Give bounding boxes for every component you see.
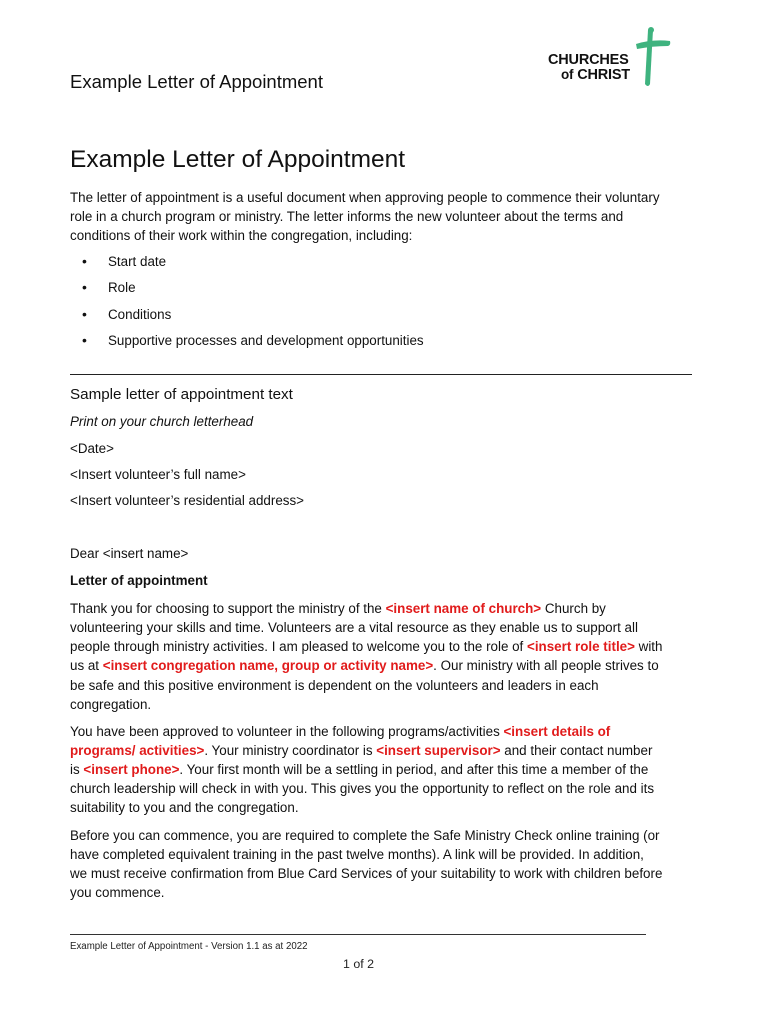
letter-paragraph-1-line xyxy=(70,656,700,675)
text-run: . Your first month will be a settling in period, and after this time a member of the xyxy=(179,762,649,777)
letter-paragraph-2-line xyxy=(70,760,700,779)
header-title: Example Letter of Appointment xyxy=(70,71,323,92)
letter-paragraph-2-line: church leadership will check in with you. This gives you the opportunity to reflect on the role and its xyxy=(70,781,655,796)
page-number: 1 of 2 xyxy=(343,957,375,971)
letter-subject: Letter of appointment xyxy=(70,573,208,588)
intro-line: role in a church program or ministry. The letter informs the new volunteer about the terms and xyxy=(70,209,624,224)
letter-paragraph-1-line: volunteering your skills and time. Volunteers are a vital resource as they enable us to support all xyxy=(70,620,638,635)
text-run: and their contact number xyxy=(500,743,653,758)
letter-paragraph-3-line: you commence. xyxy=(70,885,165,900)
bullet-text: Start date xyxy=(108,254,167,269)
letter-paragraph-2-line xyxy=(70,722,700,741)
text-run: . Your ministry coordinator is xyxy=(204,743,377,758)
text-run: Church by xyxy=(541,601,606,616)
footer-version-text: Example Letter of Appointment - Version 1.1 as at 2022 xyxy=(70,941,308,952)
address-placeholder: <Insert volunteer’s residential address> xyxy=(70,493,304,508)
text-run: us at xyxy=(70,658,103,673)
letter-paragraph-2-line: suitability to you and the congregation. xyxy=(70,800,299,815)
date-placeholder: <Date> xyxy=(70,441,114,456)
letter-paragraph-1-line xyxy=(70,637,700,656)
bullet-icon: • xyxy=(82,332,87,348)
placeholder-phone: <insert phone> xyxy=(83,762,180,777)
bullet-item xyxy=(82,306,171,322)
intro-line: The letter of appointment is a useful document when approving people to commence their voluntary xyxy=(70,190,660,205)
salutation: Dear <insert name> xyxy=(70,546,189,561)
text-run: is xyxy=(70,762,84,777)
bullet-text: Supportive processes and development opportunities xyxy=(108,333,424,348)
churches-of-christ-logo xyxy=(548,26,678,88)
bullet-item xyxy=(82,332,424,348)
placeholder-congregation-name: <insert congregation name, group or activity name> xyxy=(102,658,434,673)
bullet-icon: • xyxy=(82,253,87,269)
text-run: . Our ministry with all people strives to xyxy=(433,658,659,673)
letter-paragraph-1-line: be safe and this positive environment is dependent on the volunteers and leaders in each xyxy=(70,678,599,693)
logo-text-christ: CHRIST xyxy=(577,67,630,83)
logo-text-of-christ xyxy=(561,67,630,83)
sample-heading: Sample letter of appointment text xyxy=(70,386,293,403)
letter-paragraph-3-line: we must receive confirmation from Blue Card Services of your suitability to work with children before xyxy=(70,866,663,881)
logo-text-of: of xyxy=(561,67,574,82)
cross-figure-icon xyxy=(634,26,674,88)
footer-divider xyxy=(70,934,646,935)
section-divider xyxy=(70,374,692,375)
placeholder-role-title: <insert role title> xyxy=(527,639,635,654)
letter-paragraph-2-line xyxy=(70,741,700,760)
letter-paragraph-1-line: congregation. xyxy=(70,697,152,712)
logo-text-churches: CHURCHES xyxy=(548,52,629,68)
bullet-text: Role xyxy=(108,280,136,295)
text-run: with xyxy=(634,639,663,654)
sample-instruction: Print on your church letterhead xyxy=(70,414,254,429)
placeholder-program-details: programs/ activities> xyxy=(70,743,205,758)
intro-line: conditions of their work within the congregation, including: xyxy=(70,228,413,243)
placeholder-supervisor: <insert supervisor> xyxy=(376,743,501,758)
bullet-icon: • xyxy=(82,279,87,295)
letter-paragraph-1-line xyxy=(70,599,700,618)
bullet-icon: • xyxy=(82,306,87,322)
text-run: You have been approved to volunteer in the following programs/activities xyxy=(70,724,504,739)
name-placeholder: <Insert volunteer’s full name> xyxy=(70,467,246,482)
page-title: Example Letter of Appointment xyxy=(70,146,406,173)
bullet-item xyxy=(82,279,136,295)
text-run: people through ministry activities. I am pleased to welcome you to the role of xyxy=(70,639,528,654)
letter-paragraph-3-line: Before you can commence, you are required to complete the Safe Ministry Check online training (or xyxy=(70,828,660,843)
letter-paragraph-3-line: have completed equivalent training in the past twelve months). A link will be provided. In addition, xyxy=(70,847,644,862)
text-run: Thank you for choosing to support the ministry of the xyxy=(70,601,386,616)
placeholder-church-name: <insert name of church> xyxy=(385,601,542,616)
bullet-item xyxy=(82,253,166,269)
placeholder-program-details: <insert details of xyxy=(503,724,611,739)
bullet-text: Conditions xyxy=(108,307,172,322)
